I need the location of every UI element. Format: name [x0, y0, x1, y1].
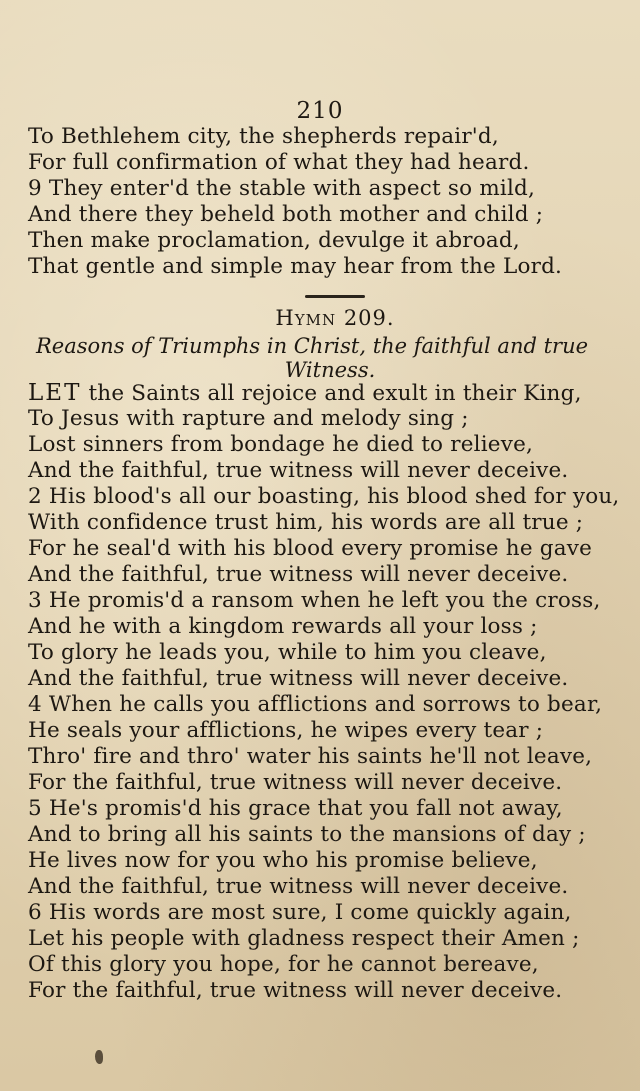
- verse-line: 5 He's promis'd his grace that you fall not away,: [28, 796, 563, 821]
- verse-top: [28, 124, 628, 280]
- verse-line: And there they beheld both mother and child ;: [28, 202, 544, 227]
- initial-word: LET: [28, 380, 82, 406]
- verse-line: 9 They enter'd the stable with aspect so mild,: [28, 176, 536, 201]
- verse-line-first: [28, 380, 628, 406]
- verse-line: He lives now for you who his promise believe,: [28, 848, 538, 873]
- section-divider: [305, 295, 365, 298]
- verse-line: With confidence trust him, his words are all true ;: [28, 510, 584, 535]
- verse-line: Lost sinners from bondage he died to relieve,: [28, 432, 534, 457]
- verse-line: That gentle and simple may hear from the Lord.: [28, 254, 563, 279]
- verse-line: And to bring all his saints to the mansions of day ;: [28, 822, 586, 847]
- verse-line: 2 His blood's all our boasting, his blood shed for you,: [28, 484, 620, 509]
- verse-line: To glory he leads you, while to him you cleave,: [28, 640, 547, 665]
- verse-line: Then make proclamation, devulge it abroad,: [28, 228, 520, 253]
- verse-line: And the faithful, true witness will never deceive.: [28, 874, 569, 899]
- verse-line: For he seal'd with his blood every promise he gave: [28, 536, 593, 561]
- verse-line: And the faithful, true witness will never deceive.: [28, 458, 569, 483]
- verse-line: For full confirmation of what they had heard.: [28, 150, 530, 175]
- verse-line: He seals your afflictions, he wipes every tear ;: [28, 718, 544, 743]
- hymn-number: 209.: [343, 306, 395, 330]
- verse-line: To Jesus with rapture and melody sing ;: [28, 406, 469, 431]
- ink-blot: [95, 1050, 103, 1064]
- page-number: 210: [296, 98, 344, 124]
- first-line-rest: the Saints all rejoice and exult in their King,: [81, 381, 582, 406]
- hymn-subtitle-continued: Witness.: [284, 358, 376, 382]
- verse-line: 3 He promis'd a ransom when he left you the cross,: [28, 588, 601, 613]
- verse-line: And he with a kingdom rewards all your loss ;: [28, 614, 538, 639]
- verse-line: 4 When he calls you afflictions and sorrows to bear,: [28, 692, 603, 717]
- verse-line: And the faithful, true witness will never deceive.: [28, 666, 569, 691]
- verse-line: For the faithful, true witness will never deceive.: [28, 770, 563, 795]
- verse-line: To Bethlehem city, the shepherds repair'd,: [28, 124, 499, 149]
- verse-line: For the faithful, true witness will never deceive.: [28, 978, 563, 1003]
- verse-line: Thro' fire and thro' water his saints he'll not leave,: [28, 744, 593, 769]
- verse-main: [28, 380, 628, 1004]
- hymn-subtitle: Reasons of Triumphs in Christ, the faithful and true: [36, 334, 589, 358]
- verse-line: Of this glory you hope, for he cannot bereave,: [28, 952, 539, 977]
- hymn-label: Hymn: [275, 306, 337, 330]
- verse-line: Let his people with gladness respect their Amen ;: [28, 926, 580, 951]
- verse-line: And the faithful, true witness will never deceive.: [28, 562, 569, 587]
- verse-line: 6 His words are most sure, I come quickly again,: [28, 900, 572, 925]
- hymn-title: [0, 306, 640, 330]
